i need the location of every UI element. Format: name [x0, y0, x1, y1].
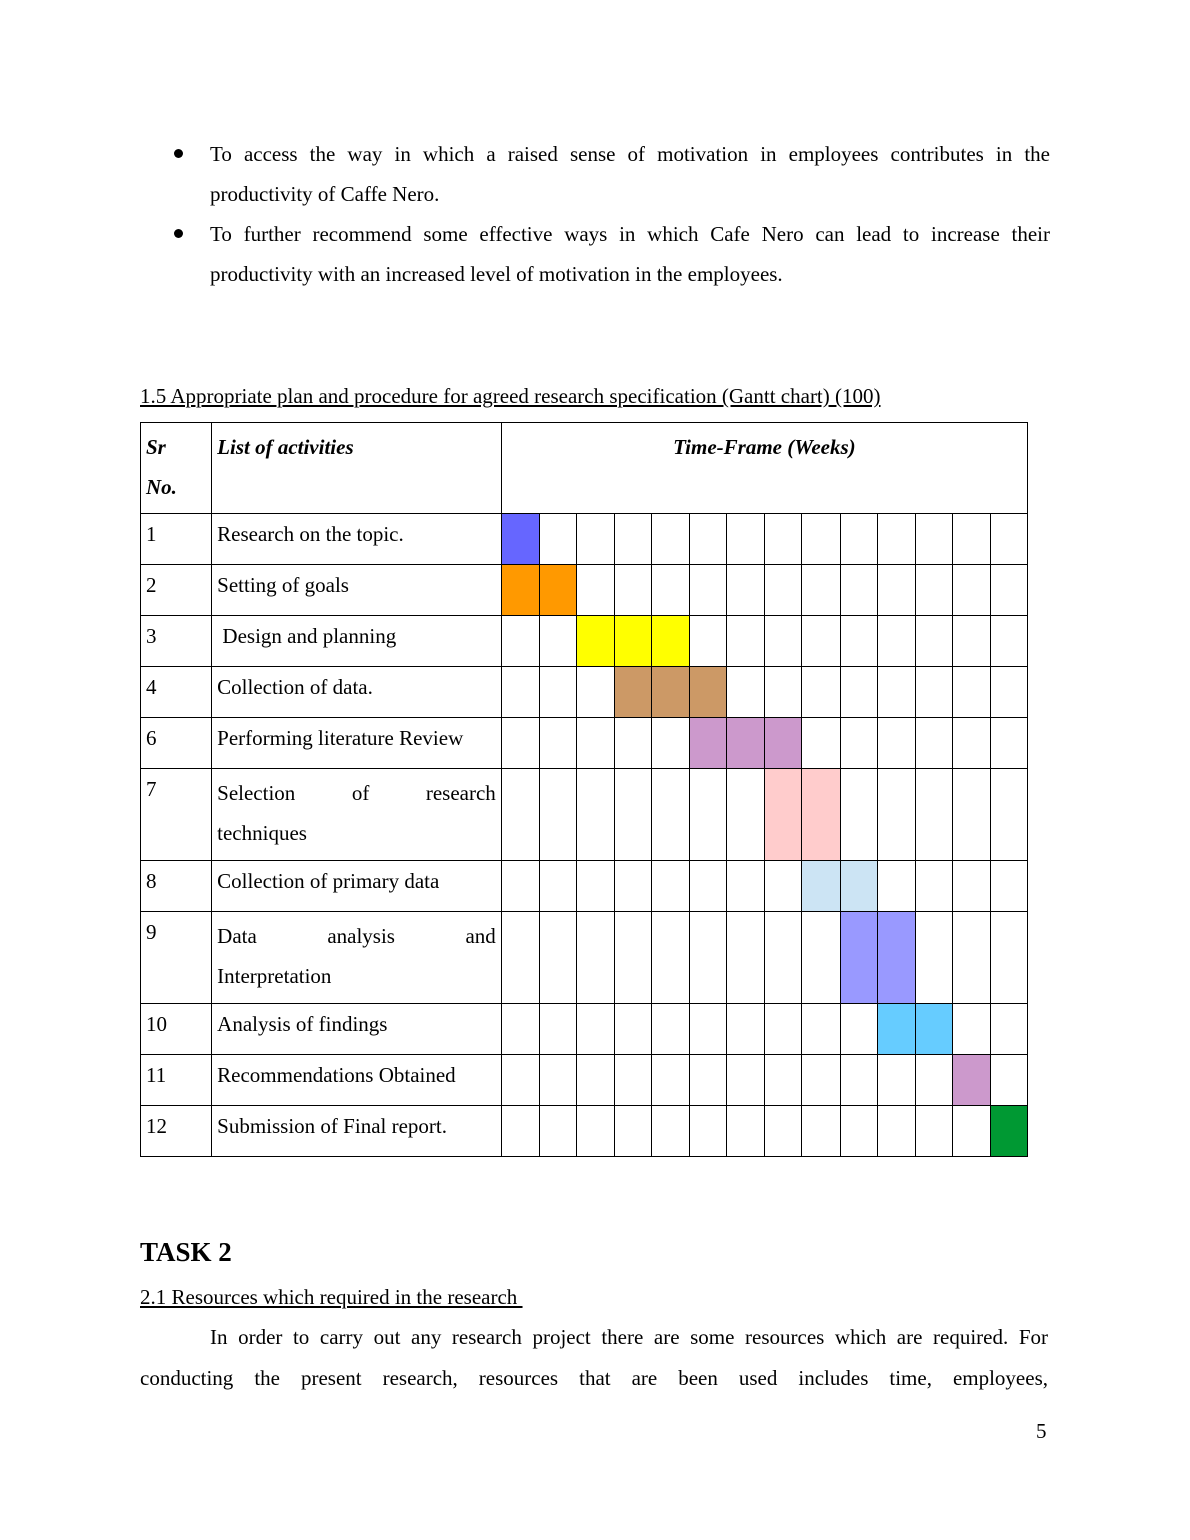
gantt-bar-cell: [840, 912, 877, 1004]
sr-number-cell: 2: [141, 565, 212, 616]
gantt-bar-cell: [802, 769, 840, 861]
bullet-text: To further recommend some effective ways in which Cafe Nero can lead to increase their productivity with an increased level of motivation in the employees.: [210, 222, 1050, 286]
week-cell: [501, 861, 539, 912]
week-cell: [877, 1106, 915, 1157]
sr-number-cell: 8: [141, 861, 212, 912]
week-cell: [915, 861, 952, 912]
sr-number-cell: 11: [141, 1055, 212, 1106]
week-cell: [727, 769, 765, 861]
activity-cell: Design and planning: [212, 616, 502, 667]
week-cell: [952, 769, 990, 861]
week-cell: [652, 514, 690, 565]
week-cell: [690, 769, 727, 861]
activity-cell: Research on the topic.: [212, 514, 502, 565]
week-cell: [652, 565, 690, 616]
table-row: [141, 667, 1028, 718]
week-cell: [576, 1004, 614, 1055]
gantt-chart-table: [140, 422, 1028, 1157]
week-cell: [576, 667, 614, 718]
table-row: [141, 1004, 1028, 1055]
week-cell: [615, 1004, 652, 1055]
sr-number-cell: 12: [141, 1106, 212, 1157]
activity-line-2: techniques: [217, 821, 307, 845]
week-cell: [990, 1055, 1027, 1106]
week-cell: [539, 769, 576, 861]
week-cell: [952, 1106, 990, 1157]
week-cell: [802, 1004, 840, 1055]
week-cell: [765, 565, 802, 616]
objectives-list: [140, 134, 1050, 294]
week-cell: [840, 616, 877, 667]
week-cell: [802, 718, 840, 769]
week-cell: [840, 565, 877, 616]
week-cell: [915, 667, 952, 718]
week-cell: [539, 861, 576, 912]
week-cell: [501, 912, 539, 1004]
week-cell: [690, 1055, 727, 1106]
week-cell: [915, 912, 952, 1004]
week-cell: [615, 912, 652, 1004]
week-cell: [501, 769, 539, 861]
week-cell: [501, 667, 539, 718]
week-cell: [915, 616, 952, 667]
week-cell: [802, 1055, 840, 1106]
sr-number-cell: 10: [141, 1004, 212, 1055]
week-cell: [539, 912, 576, 1004]
week-cell: [576, 718, 614, 769]
week-cell: [877, 861, 915, 912]
gantt-bar-cell: [952, 1055, 990, 1106]
week-cell: [952, 718, 990, 769]
header-timeframe: Time-Frame (Weeks): [501, 423, 1027, 514]
week-cell: [915, 1055, 952, 1106]
header-sr-no: Sr No.: [141, 423, 212, 514]
week-cell: [877, 565, 915, 616]
activity-cell: [212, 912, 502, 1004]
activity-word: analysis: [327, 924, 395, 948]
week-cell: [840, 718, 877, 769]
week-cell: [802, 565, 840, 616]
week-cell: [840, 1004, 877, 1055]
section-heading-2-1: 2.1 Resources which required in the research: [140, 1285, 523, 1309]
table-row: [141, 769, 1028, 861]
week-cell: [727, 1004, 765, 1055]
gantt-bar-cell: [990, 1106, 1027, 1157]
gantt-bar-cell: [501, 514, 539, 565]
body-paragraph: In order to carry out any research project there are some resources which are required. For conducting the present research, resources that are been used includes time, employees,: [140, 1325, 1048, 1390]
week-cell: [539, 718, 576, 769]
week-cell: [576, 912, 614, 1004]
week-cell: [539, 1004, 576, 1055]
activity-line-1: [217, 916, 496, 956]
week-cell: [952, 565, 990, 616]
week-cell: [727, 616, 765, 667]
week-cell: [501, 718, 539, 769]
week-cell: [615, 565, 652, 616]
week-cell: [840, 769, 877, 861]
table-row: [141, 912, 1028, 1004]
week-cell: [727, 1106, 765, 1157]
week-cell: [615, 718, 652, 769]
week-cell: [539, 616, 576, 667]
week-cell: [840, 667, 877, 718]
gantt-bar-cell: [652, 667, 690, 718]
header-activities: List of activities: [212, 423, 502, 514]
week-cell: [576, 514, 614, 565]
week-cell: [952, 912, 990, 1004]
week-cell: [952, 667, 990, 718]
week-cell: [652, 861, 690, 912]
gantt-bar-cell: [690, 718, 727, 769]
bullet-icon: [174, 149, 183, 158]
activity-line-1: [217, 773, 496, 813]
week-cell: [802, 1106, 840, 1157]
week-cell: [727, 565, 765, 616]
week-cell: [727, 912, 765, 1004]
activity-word: Data: [217, 924, 257, 948]
week-cell: [652, 1106, 690, 1157]
week-cell: [727, 861, 765, 912]
week-cell: [652, 1004, 690, 1055]
week-cell: [840, 1106, 877, 1157]
week-cell: [952, 861, 990, 912]
week-cell: [915, 514, 952, 565]
table-row: [141, 1055, 1028, 1106]
gantt-bar-cell: [501, 565, 539, 616]
gantt-bar-cell: [727, 718, 765, 769]
week-cell: [765, 1106, 802, 1157]
week-cell: [802, 667, 840, 718]
week-cell: [539, 514, 576, 565]
week-cell: [615, 514, 652, 565]
week-cell: [990, 616, 1027, 667]
week-cell: [501, 1004, 539, 1055]
activity-cell: [212, 769, 502, 861]
section-heading-1-5: 1.5 Appropriate plan and procedure for agreed research specification (Gantt chart) (100): [140, 384, 881, 408]
week-cell: [539, 667, 576, 718]
activity-cell: Recommendations Obtained: [212, 1055, 502, 1106]
week-cell: [990, 1004, 1027, 1055]
table-row: [141, 514, 1028, 565]
sr-number-cell: 3: [141, 616, 212, 667]
week-cell: [952, 1004, 990, 1055]
week-cell: [915, 1106, 952, 1157]
week-cell: [915, 565, 952, 616]
week-cell: [877, 616, 915, 667]
week-cell: [690, 514, 727, 565]
week-cell: [765, 1004, 802, 1055]
activity-word: Selection: [217, 781, 296, 805]
table-row: [141, 861, 1028, 912]
week-cell: [615, 1106, 652, 1157]
week-cell: [576, 769, 614, 861]
week-cell: [690, 912, 727, 1004]
week-cell: [539, 1106, 576, 1157]
gantt-bar-cell: [802, 861, 840, 912]
week-cell: [576, 861, 614, 912]
week-cell: [727, 667, 765, 718]
week-cell: [765, 861, 802, 912]
gantt-bar-cell: [877, 912, 915, 1004]
activity-line-2: Interpretation: [217, 964, 332, 988]
gantt-bar-cell: [576, 616, 614, 667]
week-cell: [802, 616, 840, 667]
week-cell: [840, 1055, 877, 1106]
week-cell: [990, 861, 1027, 912]
sr-number-cell: 4: [141, 667, 212, 718]
table-row: [141, 616, 1028, 667]
list-item: [140, 134, 1050, 214]
table-row: [141, 565, 1028, 616]
table-row: [141, 1106, 1028, 1157]
week-cell: [990, 718, 1027, 769]
week-cell: [690, 1106, 727, 1157]
gantt-bar-cell: [840, 861, 877, 912]
week-cell: [727, 1055, 765, 1106]
activity-cell: Collection of data.: [212, 667, 502, 718]
week-cell: [990, 912, 1027, 1004]
gantt-bar-cell: [765, 718, 802, 769]
task-heading: TASK 2: [140, 1237, 232, 1267]
activity-cell: Submission of Final report.: [212, 1106, 502, 1157]
week-cell: [576, 1106, 614, 1157]
week-cell: [539, 1055, 576, 1106]
week-cell: [915, 718, 952, 769]
week-cell: [877, 718, 915, 769]
week-cell: [877, 514, 915, 565]
week-cell: [802, 514, 840, 565]
week-cell: [765, 1055, 802, 1106]
week-cell: [765, 912, 802, 1004]
week-cell: [990, 565, 1027, 616]
week-cell: [652, 769, 690, 861]
week-cell: [915, 769, 952, 861]
week-cell: [877, 769, 915, 861]
week-cell: [690, 616, 727, 667]
activity-word: and: [465, 924, 496, 948]
activity-cell: Collection of primary data: [212, 861, 502, 912]
gantt-bar-cell: [690, 667, 727, 718]
bullet-icon: [174, 229, 183, 238]
gantt-bar-cell: [915, 1004, 952, 1055]
week-cell: [501, 1055, 539, 1106]
gantt-bar-cell: [615, 616, 652, 667]
week-cell: [765, 616, 802, 667]
week-cell: [576, 1055, 614, 1106]
week-cell: [990, 514, 1027, 565]
week-cell: [877, 667, 915, 718]
list-item: [140, 214, 1050, 294]
week-cell: [990, 769, 1027, 861]
activity-cell: Analysis of findings: [212, 1004, 502, 1055]
activity-cell: Setting of goals: [212, 565, 502, 616]
bullet-text: To access the way in which a raised sense of motivation in employees contributes in the productivity of Caffe Nero.: [210, 142, 1050, 206]
week-cell: [952, 514, 990, 565]
gantt-bar-cell: [652, 616, 690, 667]
week-cell: [501, 1106, 539, 1157]
sr-number-cell: 9: [141, 912, 212, 1004]
week-cell: [652, 1055, 690, 1106]
table-row: [141, 718, 1028, 769]
sr-number-cell: 7: [141, 769, 212, 861]
gantt-bar-cell: [539, 565, 576, 616]
sr-number-cell: 1: [141, 514, 212, 565]
week-cell: [802, 912, 840, 1004]
week-cell: [990, 667, 1027, 718]
week-cell: [690, 565, 727, 616]
week-cell: [652, 912, 690, 1004]
week-cell: [652, 718, 690, 769]
week-cell: [840, 514, 877, 565]
activity-word: research: [425, 781, 496, 805]
week-cell: [765, 514, 802, 565]
week-cell: [877, 1055, 915, 1106]
activity-cell: Performing literature Review: [212, 718, 502, 769]
week-cell: [615, 769, 652, 861]
week-cell: [690, 861, 727, 912]
week-cell: [952, 616, 990, 667]
activity-word: of: [351, 781, 370, 805]
page-number: 5: [1036, 1419, 1047, 1443]
week-cell: [615, 861, 652, 912]
week-cell: [690, 1004, 727, 1055]
gantt-bar-cell: [877, 1004, 915, 1055]
gantt-bar-cell: [615, 667, 652, 718]
sr-number-cell: 6: [141, 718, 212, 769]
gantt-bar-cell: [765, 769, 802, 861]
week-cell: [576, 565, 614, 616]
week-cell: [615, 1055, 652, 1106]
week-cell: [501, 616, 539, 667]
week-cell: [765, 667, 802, 718]
week-cell: [727, 514, 765, 565]
